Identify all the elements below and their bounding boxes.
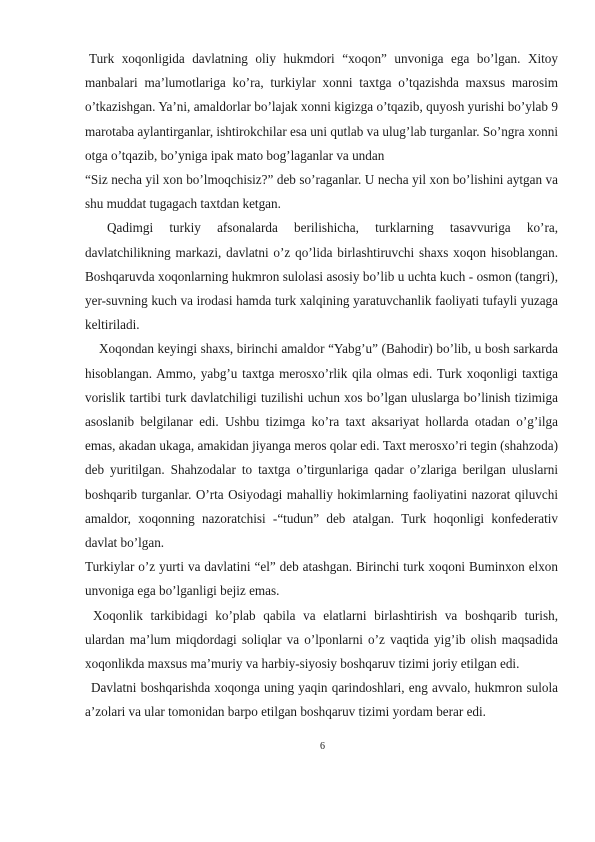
paragraph-4: Xoqondan keyingi shaxs, birinchi amaldor “Yabg’u” (Bahodir) bo’lib, u bosh sarkarda hisoblangan. Ammo, yabg’u taxtga merosxo’rlik qila olmas edi. Turk xoqonligi taxtiga vorislik tartibi turk davlatchiligi tuzilishi uchun xos bo’lgan uluslarga bo’linish tizimiga asoslanib belgilanar edi. Ushbu tizimga ko’ra taxt aksariyat hollarda otadan o’g’ilga emas, akadan ukaga, amakidan jiyanga meros qolar edi. Taxt merosxo’ri tegin (shahzoda) deb yuritilgan. Shahzodalar to taxtga o’tirgunlariga qadar o’zlariga berilgan uluslarni boshqarib turganlar. O’rta Osiyodagi mahalliy hokimlarning faoliyatini nazorat qiluvchi amaldor, xoqonning nazoratchisi -“tudun” deb atalgan. Turk hoqonligi konfederativ davlat bo’lgan. xyxy=(85,341,558,551)
document-body xyxy=(85,47,558,725)
page-number: 6 xyxy=(320,741,325,752)
paragraph-3: Qadimgi turkiy afsonalarda berilishicha, turklarning tasavvuriga ko’ra, davlatchilikning markazi, davlatni o’z qo’lida birlashtiruvchi shaxs xoqon hisoblangan. Boshqaruvda xoqonlarning hukmron sulolasi asosiy bo’lib u uchta kuch - osmon (tangri), yer-suvning kuch va irodasi hamda turk xalqining yaratuvchanlik faoliyati tufayli yuzaga keltiriladi. xyxy=(85,220,558,333)
paragraph-6: Xoqonlik tarkibidagi ko’plab qabila va elatlarni birlashtirish va boshqarib turish, ulardan ma’lum miqdordagi soliqlar va o’lponlarni o’z vaqtida yig’ib olish maqsadida xoqonlikda maxsus ma’muriy va harbiy-siyosiy boshqaruv tizimi joriy etilgan edi. xyxy=(85,607,558,672)
paragraph-5: Turkiylar o’z yurti va davlatini “el” deb atashgan. Birinchi turk xoqoni Buminxon elxon unvoniga ega bo’lganligi bejiz emas. xyxy=(85,559,558,599)
paragraph-1: Turk xoqonligida davlatning oliy hukmdori “xoqon” unvoniga ega bo’lgan. Xitoy manbalari ma’lumotlariga ko’ra, turkiylar xonni taxtga o’tqazishda maxsus marosim o’tkazishgan. Ya’ni, amaldorlar bo’lajak xonni kigizga o’tqazib, quyosh yurishi bo’ylab 9 marotaba aylantirganlar, ishtirokchilar esa uni qutlab va ulug’lab turganlar. So’ngra xonni otga o’tqazib, bo’yniga ipak mato bog’laganlar va undan xyxy=(85,51,558,163)
paragraph-7: Davlatni boshqarishda xoqonga uning yaqin qarindoshlari, eng avvalo, hukmron sulola a’zolari va ular tomonidan barpo etilgan boshqaruv tizimi yordam berar edi. xyxy=(85,680,558,720)
paragraph-2: “Siz necha yil xon bo’lmoqchisiz?” deb so’raganlar. U necha yil xon bo’lishini aytgan va shu muddat tugagach taxtdan ketgan. xyxy=(85,172,558,212)
